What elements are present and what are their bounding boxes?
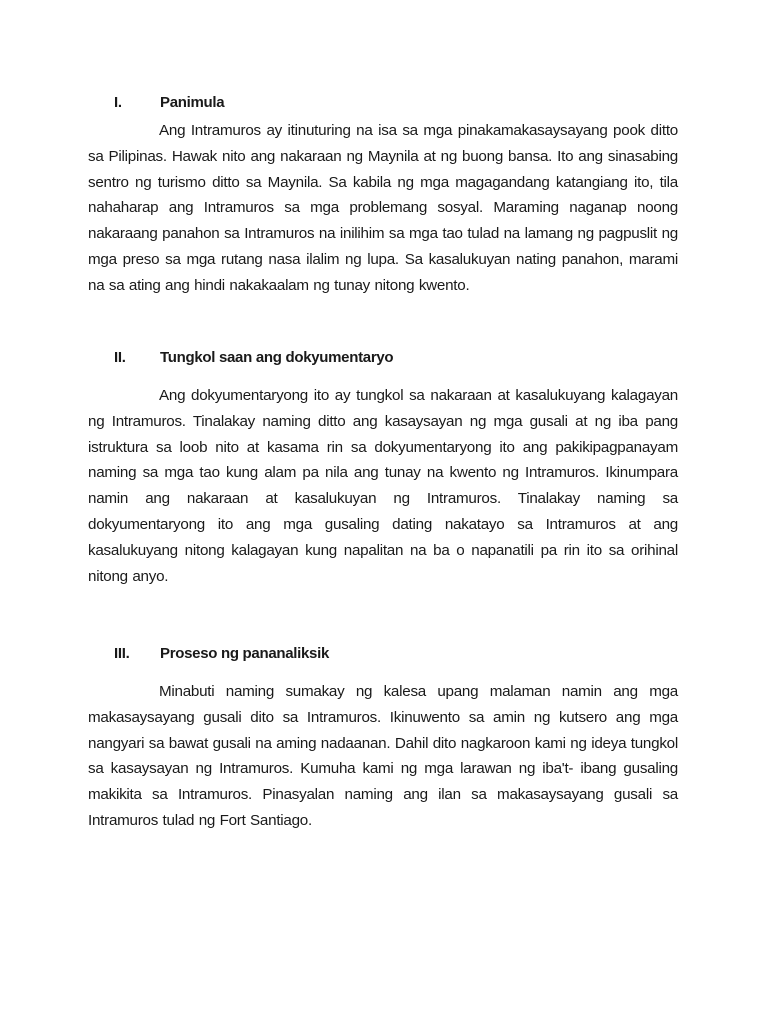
section-title: Tungkol saan ang dokyumentaryo (160, 349, 394, 366)
section-title: Panimula (160, 94, 225, 111)
section-title: Proseso ng pananaliksik (160, 645, 329, 662)
section-number: II. (114, 349, 126, 366)
section-tungkol (88, 349, 678, 589)
section-heading (88, 94, 678, 118)
section-heading (88, 349, 678, 373)
section-number: III. (114, 645, 130, 662)
section-panimula (88, 94, 678, 299)
section-proseso (88, 645, 678, 834)
section-paragraph: Ang dokyumentaryong ito ay tungkol sa nakaraan at kasalukuyang kalagayan ng Intramuros. Tinalakay naming ditto ang kasaysayan ng mga gusali at ng iba pang istruktura sa loob nito at kasama rin sa dokyumentaryong ito ang pakikipagpanayam naming sa mga tao kung alam pa nila ang tunay na kwento ng Intramuros. Ikinumpara namin ang nakaraan at kasalukuyan ng Intramuros. Tinalakay naming sa dokyumentaryong ito ang mga gusaling dating nakatayo sa Intramuros at ang kasalukuyang nitong kalagayan kung napalitan na ba o napanatili pa rin ito sa orihinal nitong anyo. (88, 387, 678, 585)
section-paragraph: Minabuti naming sumakay ng kalesa upang malaman namin ang mga makasaysayang gusali dito sa Intramuros. Ikinuwento sa amin ng kutsero ang mga nangyari sa bawat gusali na aming nadaanan. Dahil dito nagkaroon kami ng ideya tungkol sa kasaysayan ng Intramuros. Kumuha kami ng mga larawan ng iba't- ibang gusaling makikita sa Intramuros. Pinasyalan naming ang ilan sa makasaysayang gusali sa Intramuros tulad ng Fort Santiago. (88, 683, 678, 829)
section-paragraph: Ang Intramuros ay itinuturing na isa sa mga pinakamakasaysayang pook ditto sa Pilipinas. Hawak nito ang nakaraan ng Maynila at ng buong bansa. Ito ang sinasabing sentro ng turismo ditto sa Maynila. Sa kabila ng mga magagandang katangiang ito, tila nahaharap ang Intramuros sa mga problemang sosyal. Maraming naganap noong nakaraang panahon sa Intramuros na inilihim sa mga tao tulad na lamang ng pagpuslit ng mga preso sa mga rutang nasa ilalim ng lupa. Sa kasalukuyan nating panahon, marami na sa ating ang hindi nakakaalam ng tunay nitong kwento. (88, 122, 678, 294)
section-heading (88, 645, 678, 669)
section-number: I. (114, 94, 122, 111)
